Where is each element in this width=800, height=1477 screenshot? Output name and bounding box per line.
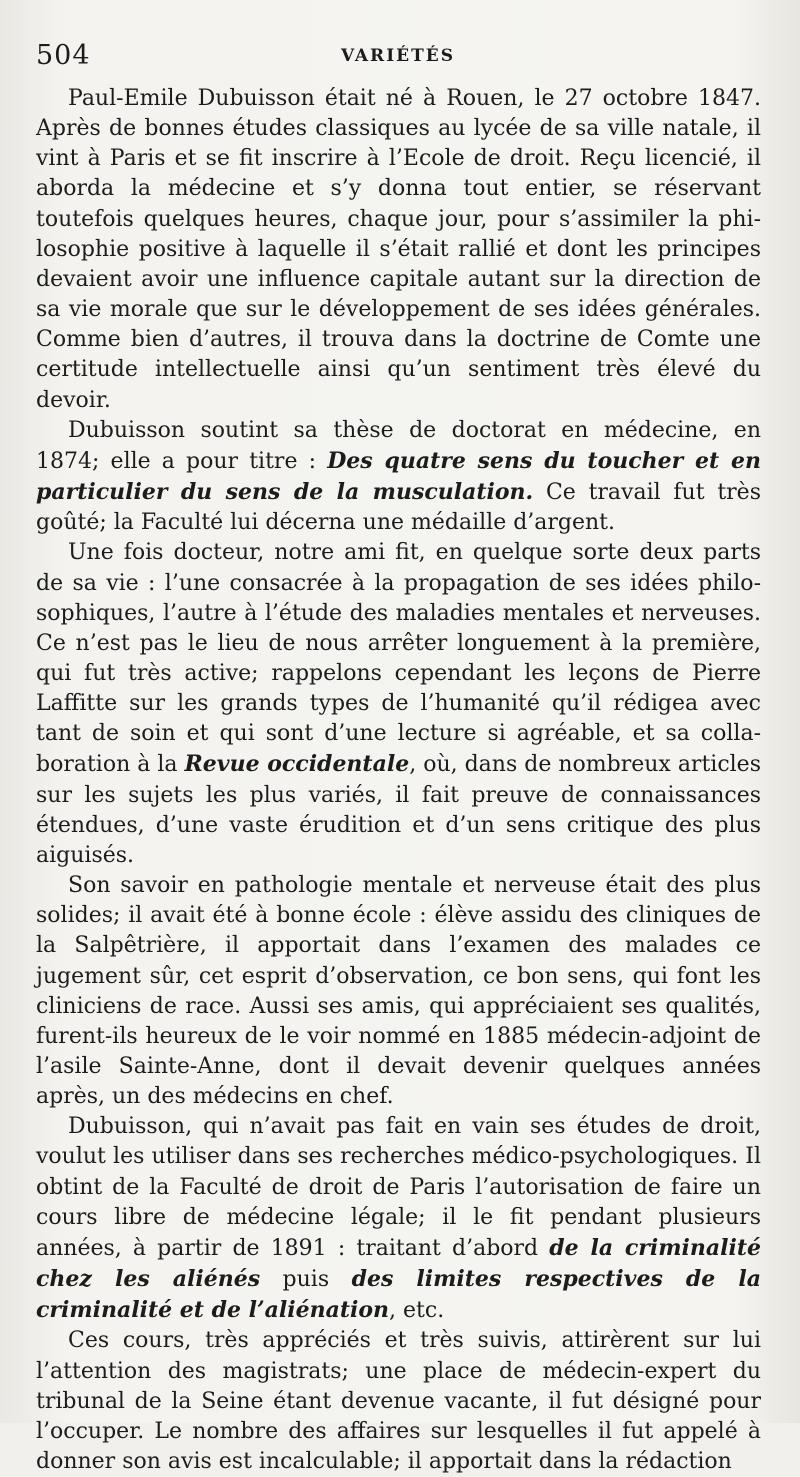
text-run: Dubuisson, qui n’avait pas fait en vain ses études de droit, voulut les utiliser dans ses recherches médico-psychologiques. Il obtint de la Faculté de droit de Paris l’autorisation de faire un cours libre de médecine légale; il le fit pendant plusieurs années, à partir de 1891 : traitant d’abord bbox=[36, 1114, 761, 1261]
paragraph bbox=[36, 416, 761, 539]
page-number: 504 bbox=[36, 40, 91, 71]
paragraph bbox=[36, 1112, 761, 1326]
paragraph bbox=[36, 1326, 761, 1477]
text-run: puis bbox=[260, 1267, 352, 1293]
course-title: de la criminalité chez les aliénés bbox=[36, 1234, 762, 1293]
paragraph bbox=[36, 84, 761, 416]
thesis-title: Des quatre sens du toucher et en particulier du sens de la musculation. bbox=[36, 447, 761, 506]
text-run: Dubuisson soutint sa thèse de doctorat en médecine, en 1874; elle a pour titre : bbox=[36, 417, 761, 474]
text-run: Son savoir en pathologie mentale et nerveuse était des plus solides; il avait été à bonne école : élève assidu des cliniques de la Salpêtrière, il apportait dans l’examen des malades ce jugement sûr, cet esprit d’observation, ce bon sens, qui font les cliniciens de race. Aussi ses amis, qui appréciaient ses qualités, furent-ils heureux de le voir nommé en 1885 médecin-adjoint de l’asile Sainte-Anne, dont il devait devenir quelques années après, un des médecins en chef. bbox=[36, 873, 761, 1110]
paragraph bbox=[36, 538, 761, 871]
text-run: , où, dans de nombreux articles sur les sujets les plus variés, il fait preuve de connaissances étendues, d’une vaste érudition et d’un sens critique des plus aiguisés. bbox=[36, 752, 761, 868]
text-run: Paul-Emile Dubuisson était né à Rouen, le 27 octobre 1847. Après de bonnes études classiques au lycée de sa ville natale, il vint à Paris et se fit inscrire à l’Ecole de droit. Reçu licencié, il aborda la médecine et s’y donna tout entier, se réservant toutefois quelques heures, chaque jour, pour s’assimiler la philosophie positive à laquelle il s’était rallié et dont les principes devaient avoir une influence capitale autant sur la direction de sa vie morale que sur le développement de ses idées générales. Comme bien d’autres, il trouva dans la doctrine de Comte une certitude intellectuelle ainsi qu’un sentiment très élevé du devoir. bbox=[36, 86, 761, 413]
article-body bbox=[36, 84, 761, 1477]
text-run: Ce travail fut très goûté; la Faculté lui décerna une médaille d’argent. bbox=[36, 480, 761, 536]
text-run: Ces cours, très appréciés et très suivis, attirèrent sur lui l’attention des magistrats; une place de médecin-expert du tribunal de la Seine étant devenue vacante, il fut désigné pour l’occuper. Le nombre des affaires sur lesquelles il fut appelé à donner son avis est incalculable; il apportait dans la rédaction bbox=[36, 1328, 761, 1475]
paragraph bbox=[36, 871, 761, 1112]
running-title: VARIÉTÉS bbox=[341, 46, 455, 66]
journal-title: Revue occidentale bbox=[184, 751, 410, 778]
text-run: Une fois docteur, notre ami fit, en quelque sorte deux parts de sa vie : l’une consacrée à la propagation de ses idées philosophiques, l’autre à l’étude des maladies mentales et nerveuses. Ce n’est pas le lieu de nous arrêter longuement à la première, qui fut très active; rappelons cependant les leçons de Pierre Laffitte sur les grands types de l’humanité qu’il rédigea avec tant de soin et qui sont d’une lecture si agréable, et sa collaboration à la bbox=[36, 540, 761, 778]
text-run: , etc. bbox=[389, 1298, 445, 1324]
course-title: des limites respectives de la criminalité et de l’aliénation bbox=[36, 1266, 761, 1324]
page-header bbox=[36, 38, 760, 74]
